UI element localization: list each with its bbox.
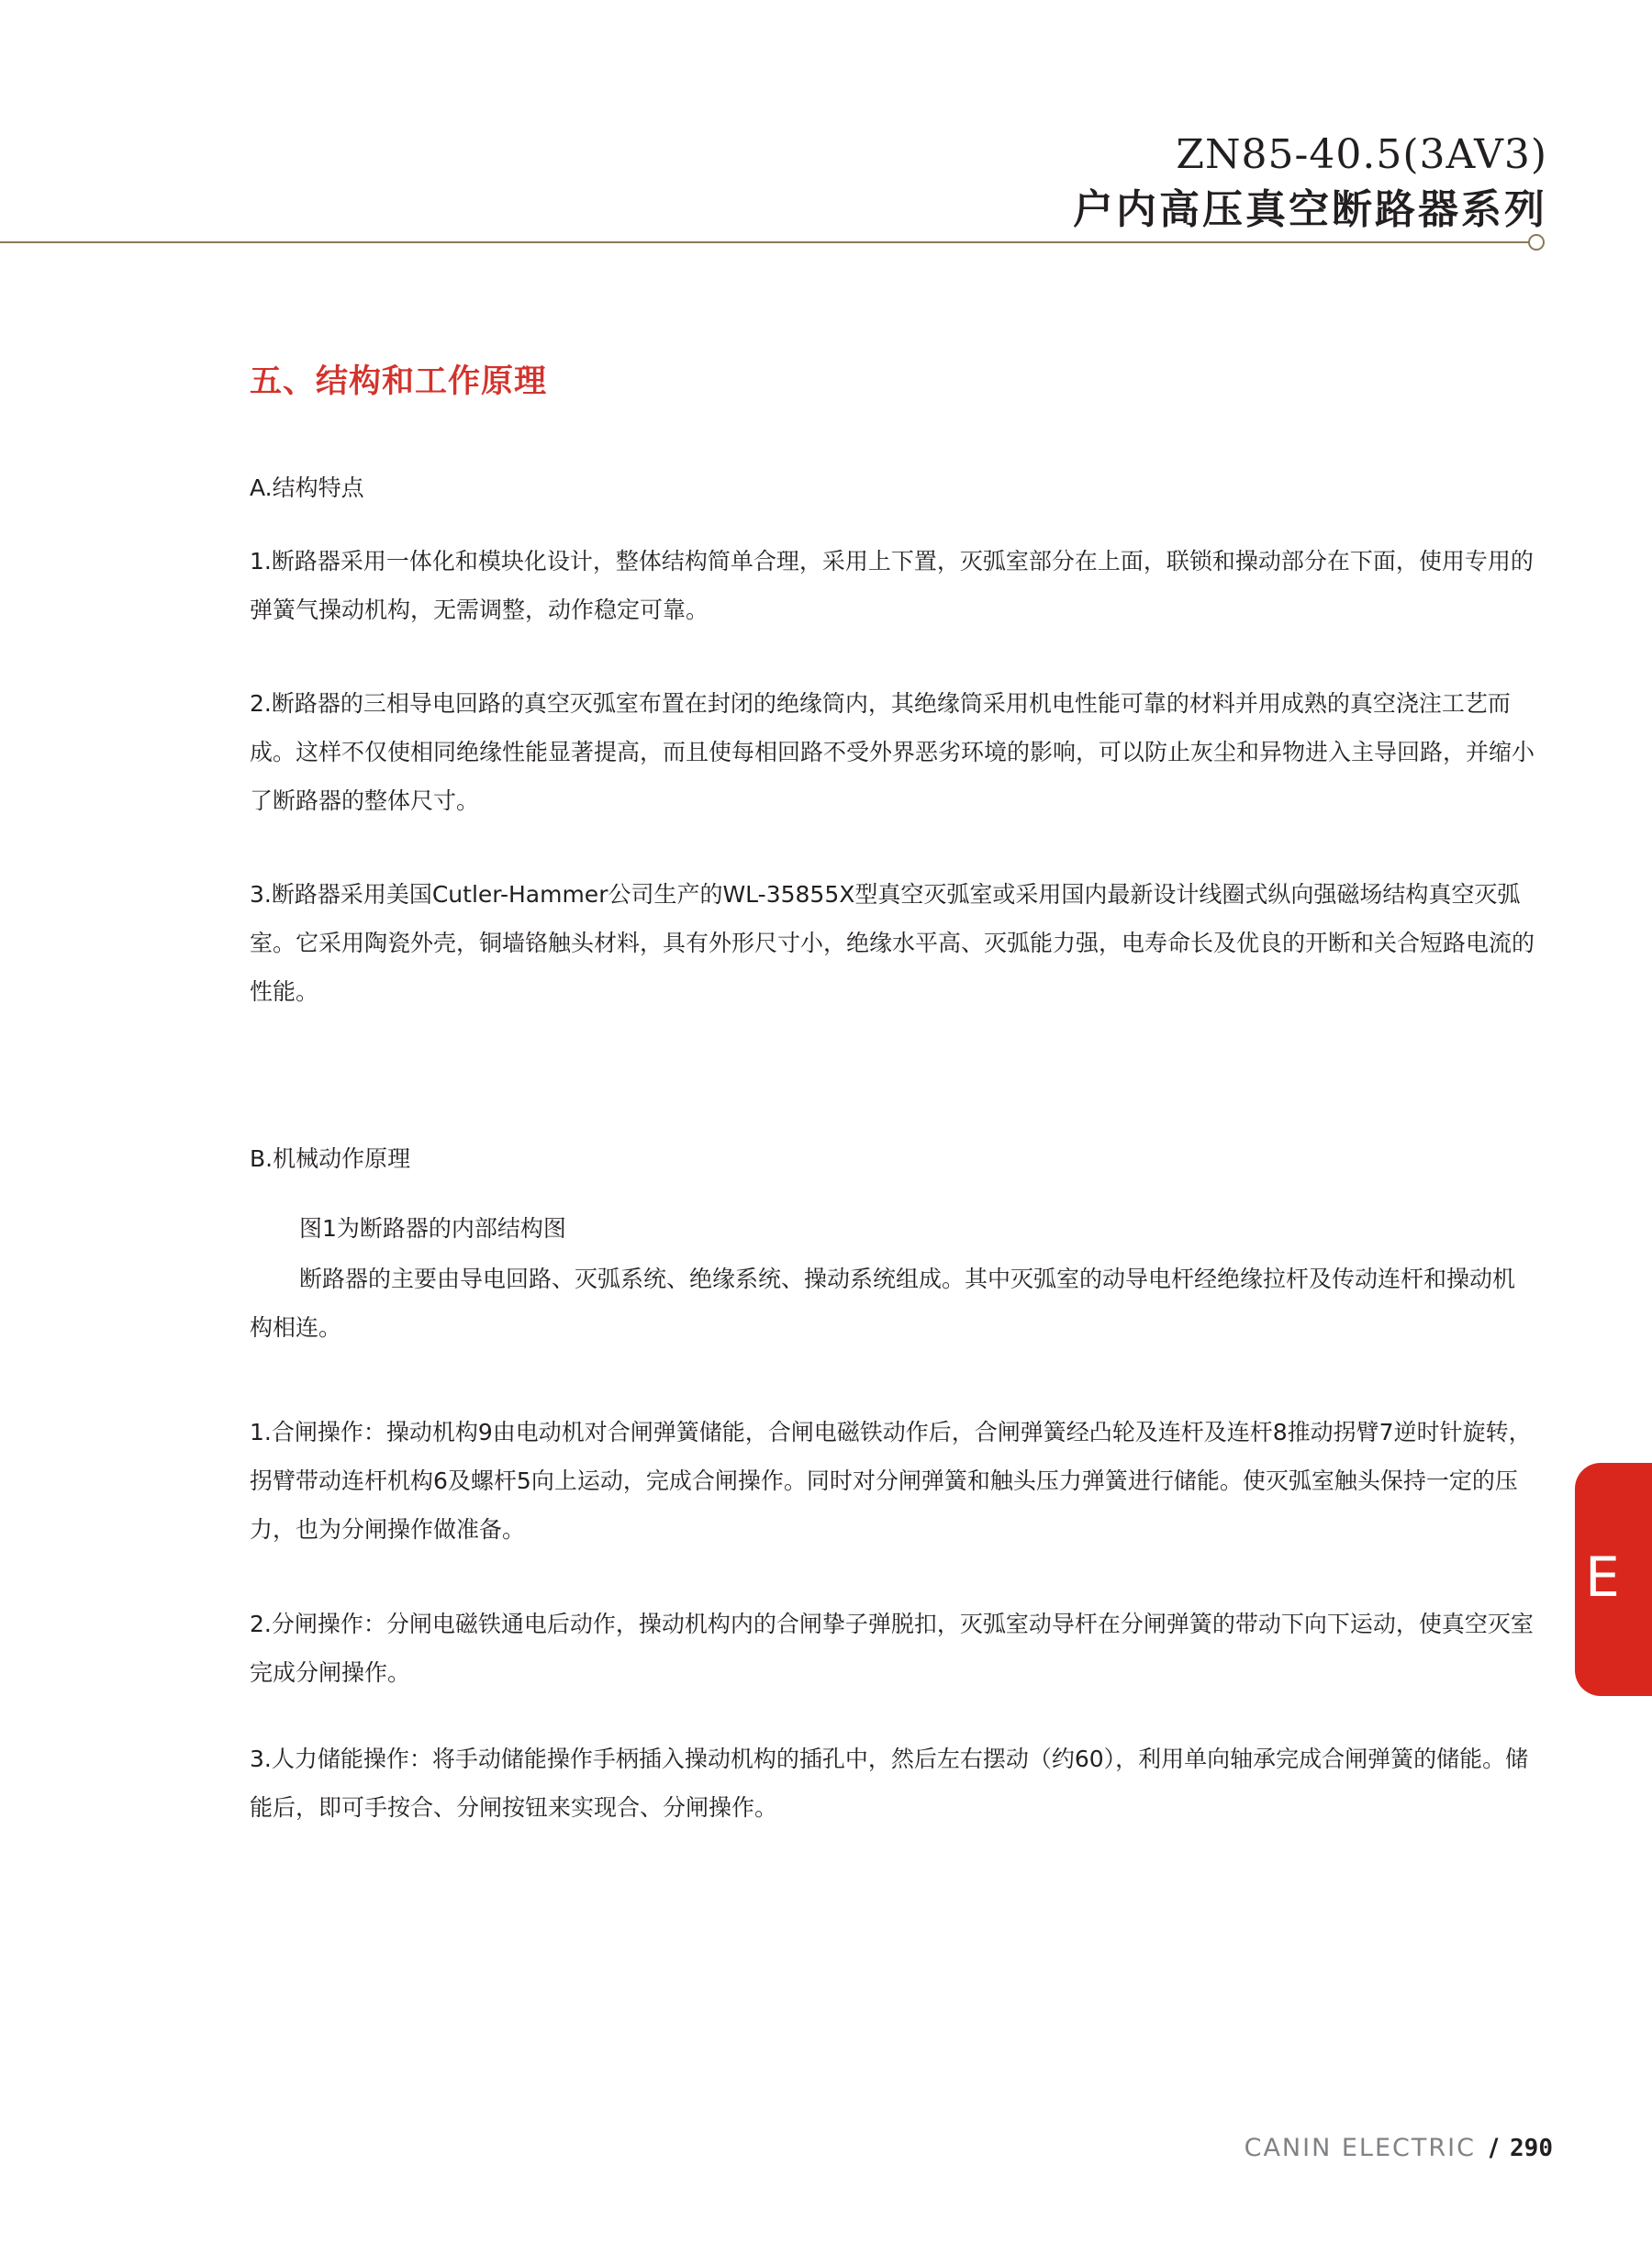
- page-footer: [1245, 2133, 1553, 2164]
- figure-reference: 图1为断路器的内部结构图: [299, 1215, 566, 1242]
- page-header: [1073, 128, 1547, 239]
- opening-operation-paragraph: 2.分闸操作：分闸电磁铁通电后动作，操动机构内的合闸挚子弹脱扣，灭弧室动导杆在分闸弹簧的带动下向下运动，使真空灭室完成分闸操作。: [250, 1611, 1534, 1686]
- footer-brand: CANIN ELECTRIC: [1244, 2134, 1476, 2162]
- product-model: ZN85-40.5(3AV3): [1176, 131, 1547, 178]
- header-divider: [0, 241, 1531, 243]
- structure-paragraph-2: 2.断路器的三相导电回路的真空灭弧室布置在封闭的绝缘筒内，其绝缘筒采用机电性能可靠的材料并用成熟的真空浇注工艺而成。这样不仅使相同绝缘性能显著提高，而且使每相回路不受外界恶劣环境的影响，可以防止灰尘和异物进入主导回路，并缩小了断路器的整体尺寸。: [250, 690, 1535, 814]
- section-title: 五、结构和工作原理: [250, 363, 548, 400]
- product-series-title: 户内高压真空断路器系列: [1073, 186, 1547, 233]
- structure-paragraph-1: 1.断路器采用一体化和模块化设计，整体结构简单合理，采用上下置，灭弧室部分在上面，联锁和操动部分在下面，使用专用的弹簧气操动机构，无需调整，动作稳定可靠。: [250, 548, 1534, 623]
- footer-separator: /: [1489, 2134, 1501, 2162]
- mechanism-intro: 断路器的主要由导电回路、灭弧系统、绝缘系统、操动系统组成。其中灭弧室的动导电杆经绝缘拉杆及传动连杆和操动机构相连。: [250, 1266, 1516, 1341]
- manual-charging-paragraph: 3.人力储能操作：将手动储能操作手柄插入操动机构的插孔中，然后左右摆动（约60），利用单向轴承完成合闸弹簧的储能。储能后，即可手按合、分闸按钮来实现合、分闸操作。: [250, 1746, 1529, 1821]
- structure-paragraph-3: 3.断路器采用美国Cutler-Hammer公司生产的WL-35855X型真空灭弧室或采用国内最新设计线圈式纵向强磁场结构真空灭弧室。它采用陶瓷外壳，铜墙铬触头材料，具有外形尺寸小，绝缘水平高、灭弧能力强，电寿命长及优良的开断和关合短路电流的性能。: [250, 881, 1535, 1005]
- divider-end-circle: [1528, 234, 1545, 251]
- section-tab-letter: E: [1585, 1546, 1620, 1610]
- subheading-mechanism: B.机械动作原理: [250, 1145, 411, 1172]
- subheading-structure: A.结构特点: [250, 474, 364, 501]
- page-number: 290: [1510, 2135, 1553, 2162]
- closing-operation-paragraph: 1.合闸操作：操动机构9由电动机对合闸弹簧储能，合闸电磁铁动作后，合闸弹簧经凸轮及连杆及连杆8推动拐臂7逆时针旋转，拐臂带动连杆机构6及螺杆5向上运动，完成合闸操作。同时对分闸弹簧和触头压力弹簧进行储能。使灭弧室触头保持一定的压力，也为分闸操作做准备。: [250, 1419, 1532, 1543]
